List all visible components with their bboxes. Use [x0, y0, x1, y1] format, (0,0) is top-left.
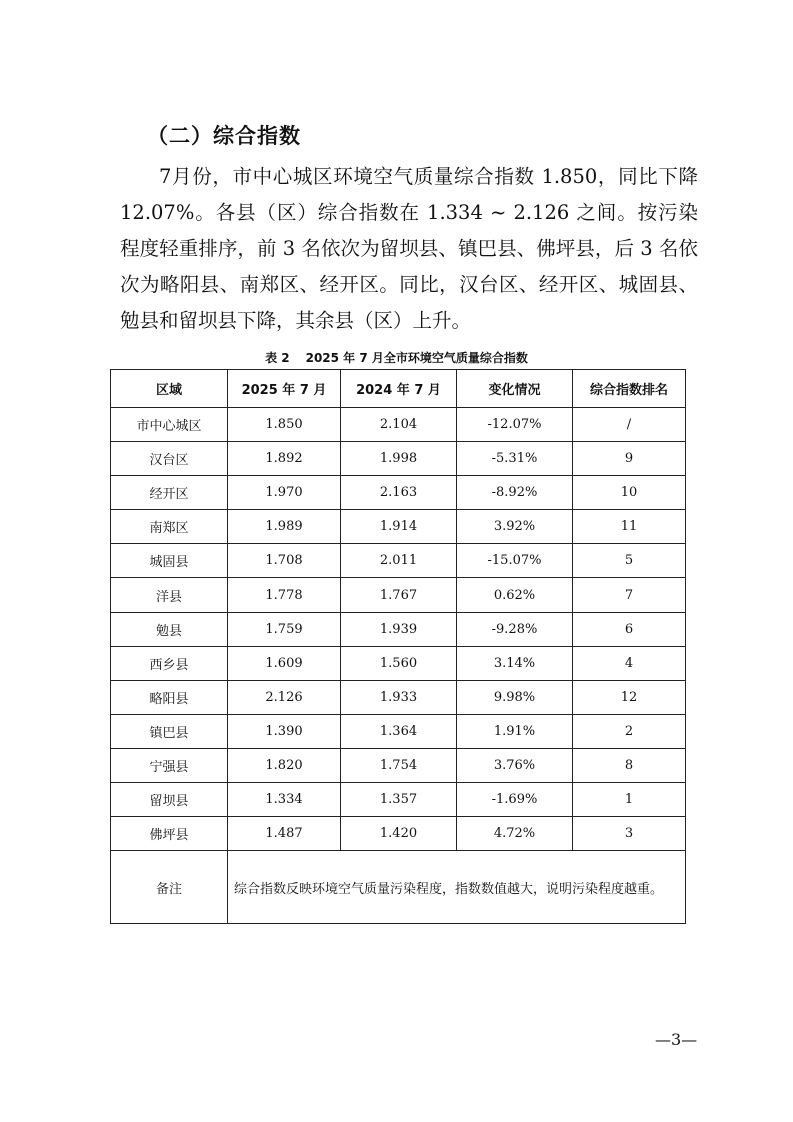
cell-region: 洋县	[111, 578, 228, 612]
note-label: 备注	[111, 851, 228, 924]
table-row	[111, 612, 686, 646]
cell-2025: 1.708	[228, 544, 341, 578]
page-number: —3—	[655, 1030, 698, 1049]
table-row	[111, 510, 686, 544]
table-row	[111, 680, 686, 714]
cell-change: -5.31%	[457, 442, 573, 476]
header-2024-july: 2024 年 7 月	[341, 370, 457, 408]
air-quality-index-table	[110, 369, 686, 924]
cell-rank: 6	[573, 612, 686, 646]
cell-region: 佛坪县	[111, 817, 228, 851]
cell-2025: 2.126	[228, 680, 341, 714]
cell-rank: 7	[573, 578, 686, 612]
cell-2024: 2.104	[341, 408, 457, 442]
table-row	[111, 442, 686, 476]
table-row	[111, 783, 686, 817]
cell-rank: 8	[573, 748, 686, 782]
cell-rank: 4	[573, 646, 686, 680]
cell-change: -1.69%	[457, 783, 573, 817]
cell-change: 9.98%	[457, 680, 573, 714]
body-paragraph: 7月份，市中心城区环境空气质量综合指数 1.850，同比下降 12.07%。各县（区）综合指数在 1.334 ~ 2.126 之间。按污染程度轻重排序，前 3 名依次为留坝县、镇巴县、佛坪县，后 3 名依次为略阳县、南郑区、经开区。同比，汉台区、经开区、城固县、勉县和留坝县下降，其余县（区）上升。	[120, 165, 698, 332]
table-header-row	[111, 370, 686, 408]
cell-2024: 1.767	[341, 578, 457, 612]
table-row	[111, 476, 686, 510]
cell-region: 勉县	[111, 612, 228, 646]
cell-2025: 1.892	[228, 442, 341, 476]
cell-region: 宁强县	[111, 748, 228, 782]
table-caption-title: 2025 年 7 月全市环境空气质量综合指数	[305, 351, 528, 365]
cell-2024: 1.754	[341, 748, 457, 782]
cell-change: -15.07%	[457, 544, 573, 578]
cell-2024: 1.420	[341, 817, 457, 851]
header-rank: 综合指数排名	[573, 370, 686, 408]
cell-change: 4.72%	[457, 817, 573, 851]
cell-rank: 2	[573, 714, 686, 748]
cell-rank: 12	[573, 680, 686, 714]
header-2025-july: 2025 年 7 月	[228, 370, 341, 408]
cell-region: 经开区	[111, 476, 228, 510]
note-text: 综合指数反映环境空气质量污染程度，指数数值越大，说明污染程度越重。	[228, 851, 686, 924]
header-change: 变化情况	[457, 370, 573, 408]
table-caption-label: 表 2	[265, 351, 290, 365]
cell-2025: 1.487	[228, 817, 341, 851]
cell-rank: 5	[573, 544, 686, 578]
cell-2024: 1.914	[341, 510, 457, 544]
cell-rank: 9	[573, 442, 686, 476]
cell-rank: 3	[573, 817, 686, 851]
table-row	[111, 646, 686, 680]
cell-2025: 1.390	[228, 714, 341, 748]
cell-change: 0.62%	[457, 578, 573, 612]
cell-change: 3.92%	[457, 510, 573, 544]
cell-2025: 1.334	[228, 783, 341, 817]
cell-region: 汉台区	[111, 442, 228, 476]
cell-change: 1.91%	[457, 714, 573, 748]
table-row	[111, 748, 686, 782]
cell-2025: 1.820	[228, 748, 341, 782]
cell-rank: 1	[573, 783, 686, 817]
cell-change: 3.14%	[457, 646, 573, 680]
table-row	[111, 408, 686, 442]
cell-2024: 2.011	[341, 544, 457, 578]
cell-2024: 1.933	[341, 680, 457, 714]
cell-2024: 1.357	[341, 783, 457, 817]
cell-region: 南郑区	[111, 510, 228, 544]
table-caption	[0, 349, 793, 366]
section-title: （二）综合指数	[147, 124, 301, 148]
cell-2025: 1.970	[228, 476, 341, 510]
cell-region: 镇巴县	[111, 714, 228, 748]
cell-2025: 1.989	[228, 510, 341, 544]
cell-2025: 1.850	[228, 408, 341, 442]
table-note-row	[111, 851, 686, 924]
table-row	[111, 714, 686, 748]
cell-region: 西乡县	[111, 646, 228, 680]
cell-change: -8.92%	[457, 476, 573, 510]
cell-change: 3.76%	[457, 748, 573, 782]
cell-region: 城固县	[111, 544, 228, 578]
cell-change: -9.28%	[457, 612, 573, 646]
header-region: 区域	[111, 370, 228, 408]
cell-change: -12.07%	[457, 408, 573, 442]
cell-rank: 11	[573, 510, 686, 544]
cell-rank: 10	[573, 476, 686, 510]
table-row	[111, 578, 686, 612]
cell-region: 市中心城区	[111, 408, 228, 442]
cell-2025: 1.609	[228, 646, 341, 680]
table-row	[111, 544, 686, 578]
cell-2024: 1.560	[341, 646, 457, 680]
cell-2025: 1.759	[228, 612, 341, 646]
cell-2024: 1.998	[341, 442, 457, 476]
cell-2024: 2.163	[341, 476, 457, 510]
cell-rank: /	[573, 408, 686, 442]
cell-2024: 1.364	[341, 714, 457, 748]
cell-2024: 1.939	[341, 612, 457, 646]
cell-region: 略阳县	[111, 680, 228, 714]
cell-region: 留坝县	[111, 783, 228, 817]
cell-2025: 1.778	[228, 578, 341, 612]
table-row	[111, 817, 686, 851]
